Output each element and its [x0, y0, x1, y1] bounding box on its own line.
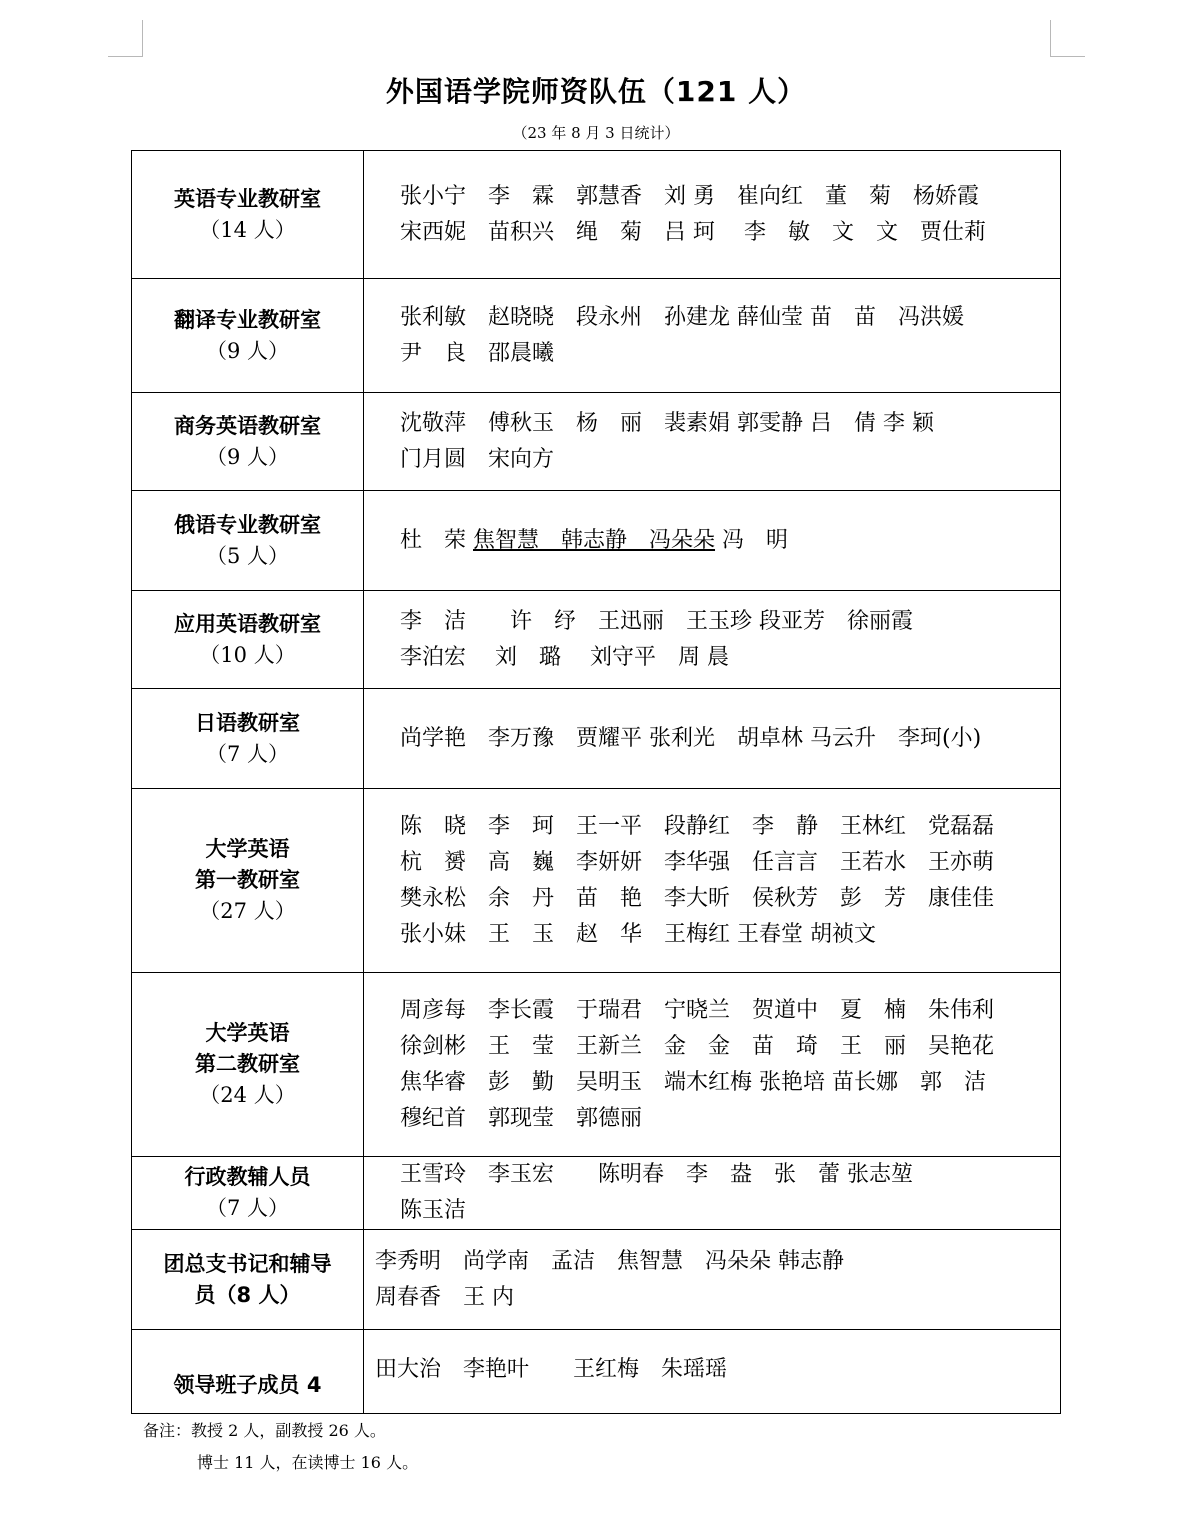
members-cell — [364, 1330, 1061, 1414]
department-name: 大学英语 — [205, 1021, 290, 1045]
member-line: 尹 良 邵晨曦 — [400, 340, 555, 366]
member-line: 沈敬萍 傅秋玉 杨 丽 裴素娟 郭雯静 吕 倩 李 颖 — [400, 410, 934, 436]
members-cell — [364, 491, 1061, 591]
department-cell — [132, 491, 364, 591]
table-row — [132, 151, 1061, 279]
member-line: 张利敏 赵晓晓 段永州 孙建龙 薛仙莹 苗 苗 冯洪媛 — [400, 304, 964, 330]
department-cell — [132, 1230, 364, 1330]
members-cell — [364, 1157, 1061, 1230]
member-line: 周春香 王 内 — [375, 1284, 514, 1310]
department-name: 行政教辅人员 — [184, 1165, 311, 1189]
document-subtitle: （23 年 8 月 3 日统计） — [512, 124, 680, 142]
member-line: 穆纪首 郭现莹 郭德丽 — [400, 1105, 643, 1131]
member-names-underlined: 焦智慧 韩志静 冯朵朵 — [473, 527, 716, 553]
member-line: 徐剑彬 王 莹 王新兰 金 金 苗 琦 王 丽 吴艳花 — [400, 1033, 995, 1059]
members-cell — [364, 973, 1061, 1157]
department-count: （7 人） — [205, 741, 290, 766]
member-line — [400, 523, 1060, 559]
department-name: 第二教研室 — [195, 1052, 300, 1076]
department-name: 应用英语教研室 — [174, 611, 321, 636]
department-name: 团总支书记和辅导 — [163, 1251, 332, 1276]
department-cell — [132, 393, 364, 491]
members-cell — [364, 393, 1061, 491]
department-name: 员（8 人） — [194, 1282, 301, 1307]
department-cell — [132, 789, 364, 973]
member-line: 尚学艳 李万豫 贾耀平 张利光 胡卓林 马云升 李珂(小) — [400, 725, 982, 751]
member-line: 周彦每 李长霞 于瑞君 宁晓兰 贺道中 夏 楠 朱伟利 — [400, 997, 995, 1023]
department-cell — [132, 279, 364, 393]
member-line: 李泊宏 刘 璐 刘守平 周 晨 — [400, 644, 729, 670]
member-names: 冯 明 — [715, 527, 789, 553]
members-cell — [364, 591, 1061, 689]
member-line: 樊永松 余 丹 苗 艳 李大昕 侯秋芳 彭 芳 康佳佳 — [400, 885, 995, 911]
department-count: （10 人） — [199, 642, 296, 667]
member-line: 陈玉洁 — [400, 1198, 467, 1223]
department-count: （27 人） — [199, 899, 296, 923]
footnote-doctorates: 博士 11 人，在读博士 16 人。 — [197, 1453, 419, 1472]
department-cell — [132, 689, 364, 789]
member-line: 张小宁 李 霖 郭慧香 刘 勇 崔向红 董 菊 杨娇霞 — [400, 183, 979, 209]
department-name: 日语教研室 — [195, 710, 300, 735]
department-count: （24 人） — [199, 1083, 296, 1107]
department-name: 翻译专业教研室 — [174, 307, 321, 332]
member-line: 门月圆 宋向方 — [400, 446, 555, 472]
table-row — [132, 1157, 1061, 1230]
member-line: 陈 晓 李 珂 王一平 段静红 李 静 王林红 党磊磊 — [400, 813, 995, 839]
member-line: 张小妹 王 玉 赵 华 王梅红 王春堂 胡祯文 — [400, 921, 876, 947]
member-names: 杜 荣 — [400, 527, 473, 553]
crop-mark-top-left — [108, 20, 143, 57]
department-count: （14 人） — [199, 217, 296, 242]
department-name: 第一教研室 — [195, 868, 300, 892]
faculty-roster-table — [131, 150, 1061, 1414]
table-row — [132, 689, 1061, 789]
member-line: 宋西妮 苗积兴 绳 菊 吕 珂 李 敏 文 文 贾仕莉 — [400, 219, 986, 245]
footnote-professors: 备注：教授 2 人，副教授 26 人。 — [143, 1421, 386, 1440]
members-cell — [364, 689, 1061, 789]
member-line: 李 洁 许 纾 王迅丽 王玉珍 段亚芳 徐丽霞 — [400, 608, 913, 634]
table-row — [132, 1230, 1061, 1330]
department-name: 大学英语 — [205, 837, 290, 861]
member-line: 焦华睿 彭 勤 吴明玉 端木红梅 张艳培 苗长娜 郭 洁 — [400, 1069, 986, 1095]
member-line: 杭 赟 高 巍 李妍妍 李华强 任言言 王若水 王亦萌 — [400, 849, 995, 875]
member-line: 田大治 李艳叶 王红梅 朱瑶瑶 — [375, 1357, 728, 1382]
table-row — [132, 1330, 1061, 1414]
department-name: 俄语专业教研室 — [174, 512, 321, 537]
table-row — [132, 491, 1061, 591]
members-cell — [364, 151, 1061, 279]
members-cell — [364, 279, 1061, 393]
table-row — [132, 393, 1061, 491]
department-cell — [132, 1330, 364, 1414]
department-cell — [132, 591, 364, 689]
table-row — [132, 973, 1061, 1157]
department-count: （9 人） — [205, 444, 290, 469]
department-name: 领导班子成员 4 — [173, 1373, 322, 1397]
member-line: 王雪玲 李玉宏 陈明春 李 盎 张 蕾 张志堃 — [400, 1162, 913, 1187]
department-count: （5 人） — [205, 543, 290, 568]
department-cell — [132, 973, 364, 1157]
department-name: 商务英语教研室 — [174, 413, 321, 438]
table-row — [132, 279, 1061, 393]
department-cell — [132, 1157, 364, 1230]
table-row — [132, 789, 1061, 973]
department-count: （7 人） — [205, 1196, 290, 1220]
department-count: （9 人） — [205, 338, 290, 363]
table-row — [132, 591, 1061, 689]
members-cell — [364, 1230, 1061, 1330]
member-line: 李秀明 尚学南 孟洁 焦智慧 冯朵朵 韩志静 — [375, 1248, 844, 1274]
department-name: 英语专业教研室 — [174, 186, 321, 211]
members-cell — [364, 789, 1061, 973]
crop-mark-top-right — [1050, 20, 1085, 57]
department-cell — [132, 151, 364, 279]
document-title: 外国语学院师资队伍（121 人） — [385, 75, 807, 108]
